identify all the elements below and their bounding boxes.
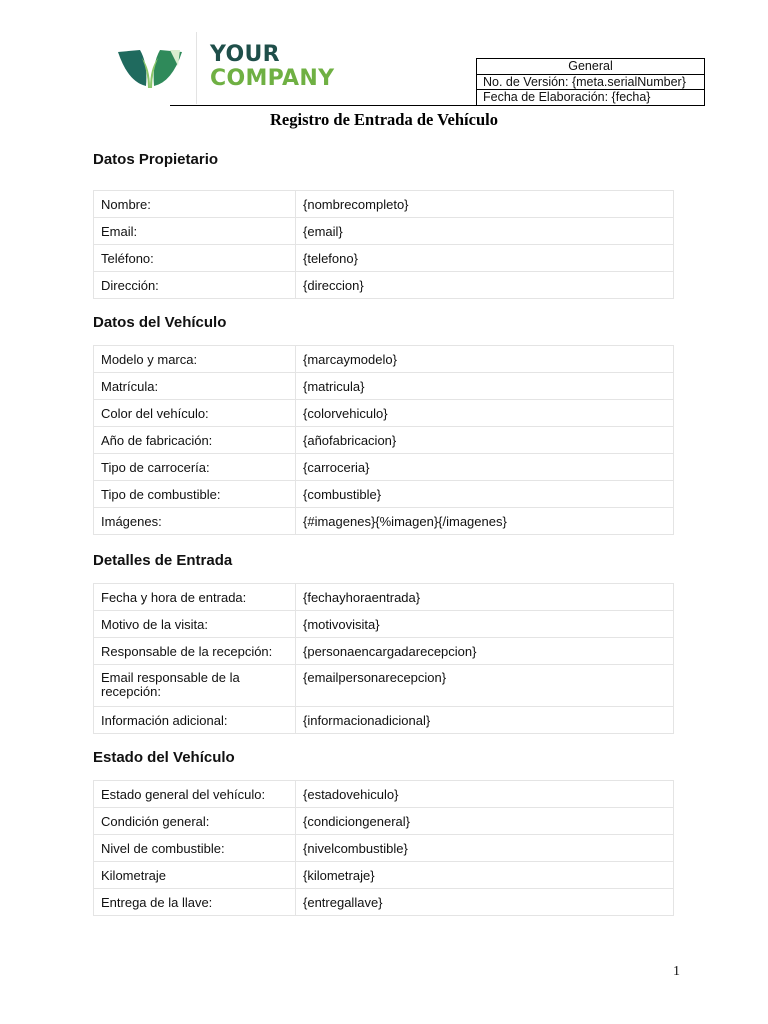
field-label: Color del vehículo: xyxy=(94,400,296,427)
field-value: {fechayhoraentrada} xyxy=(296,584,674,611)
section-title-condition: Estado del Vehículo xyxy=(93,749,235,766)
vehicle-table xyxy=(93,345,674,535)
table-row xyxy=(94,638,674,665)
table-row xyxy=(94,707,674,734)
brand-line-1: YOUR xyxy=(210,42,280,67)
field-label: Kilometraje xyxy=(94,862,296,889)
field-value: {entregallave} xyxy=(296,889,674,916)
field-label: Modelo y marca: xyxy=(94,346,296,373)
table-row xyxy=(94,781,674,808)
field-value: {combustible} xyxy=(296,481,674,508)
field-value: {condiciongeneral} xyxy=(296,808,674,835)
field-label: Imágenes: xyxy=(94,508,296,535)
table-row xyxy=(94,245,674,272)
field-label: Responsable de la recepción: xyxy=(94,638,296,665)
field-label: Teléfono: xyxy=(94,245,296,272)
field-label: Información adicional: xyxy=(94,707,296,734)
field-label: Tipo de carrocería: xyxy=(94,454,296,481)
document-title: Registro de Entrada de Vehículo xyxy=(270,110,498,129)
document-meta-box xyxy=(476,58,705,106)
field-label: Entrega de la llave: xyxy=(94,889,296,916)
brand-line-2: COMPANY xyxy=(210,66,335,91)
meta-version: No. de Versión: {meta.serialNumber} xyxy=(477,74,705,90)
field-label: Fecha y hora de entrada: xyxy=(94,584,296,611)
field-value: {marcaymodelo} xyxy=(296,346,674,373)
field-value: {telefono} xyxy=(296,245,674,272)
table-row xyxy=(94,400,674,427)
table-row xyxy=(94,346,674,373)
table-row xyxy=(94,808,674,835)
owner-table xyxy=(93,190,674,299)
entry-table xyxy=(93,583,674,734)
field-label: Email: xyxy=(94,218,296,245)
table-row xyxy=(94,218,674,245)
field-label: Dirección: xyxy=(94,272,296,299)
table-row xyxy=(94,862,674,889)
section-title-owner: Datos Propietario xyxy=(93,151,219,168)
field-label: Tipo de combustible: xyxy=(94,481,296,508)
table-row xyxy=(94,611,674,638)
table-row xyxy=(94,272,674,299)
company-brand xyxy=(210,44,334,90)
field-value: {personaencargadarecepcion} xyxy=(296,638,674,665)
field-value: {añofabricacion} xyxy=(296,427,674,454)
condition-table xyxy=(93,780,674,916)
field-label: Condición general: xyxy=(94,808,296,835)
logo-divider xyxy=(196,32,197,104)
field-label: Año de fabricación: xyxy=(94,427,296,454)
section-title-vehicle: Datos del Vehículo xyxy=(93,314,227,331)
field-label: Estado general del vehículo: xyxy=(94,781,296,808)
field-value: {nivelcombustible} xyxy=(296,835,674,862)
table-row xyxy=(94,427,674,454)
field-value: {informacionadicional} xyxy=(296,707,674,734)
table-row xyxy=(94,889,674,916)
field-value: {direccion} xyxy=(296,272,674,299)
field-label: Email responsable de la recepción: xyxy=(94,665,296,707)
table-row xyxy=(94,508,674,535)
table-row xyxy=(94,373,674,400)
section-title-entry: Detalles de Entrada xyxy=(93,552,233,569)
table-row xyxy=(94,665,674,707)
meta-category: General xyxy=(477,59,705,75)
field-value: {nombrecompleto} xyxy=(296,191,674,218)
table-row xyxy=(94,584,674,611)
header-rule xyxy=(170,105,705,106)
field-value: {matricula} xyxy=(296,373,674,400)
field-value: {kilometraje} xyxy=(296,862,674,889)
field-value: {motivovisita} xyxy=(296,611,674,638)
table-row xyxy=(94,191,674,218)
company-logo-icon xyxy=(118,46,184,90)
field-label: Matrícula: xyxy=(94,373,296,400)
field-label: Nivel de combustible: xyxy=(94,835,296,862)
field-value: {colorvehiculo} xyxy=(296,400,674,427)
field-value: {email} xyxy=(296,218,674,245)
table-row xyxy=(94,481,674,508)
page-number: 1 xyxy=(673,964,680,979)
field-value: {emailpersonarecepcion} xyxy=(296,665,674,707)
field-label: Motivo de la visita: xyxy=(94,611,296,638)
table-row xyxy=(94,835,674,862)
meta-date: Fecha de Elaboración: {fecha} xyxy=(477,90,705,106)
field-value: {estadovehiculo} xyxy=(296,781,674,808)
table-row xyxy=(94,454,674,481)
field-value: {#imagenes}{%imagen}{/imagenes} xyxy=(296,508,674,535)
field-value: {carroceria} xyxy=(296,454,674,481)
field-label: Nombre: xyxy=(94,191,296,218)
